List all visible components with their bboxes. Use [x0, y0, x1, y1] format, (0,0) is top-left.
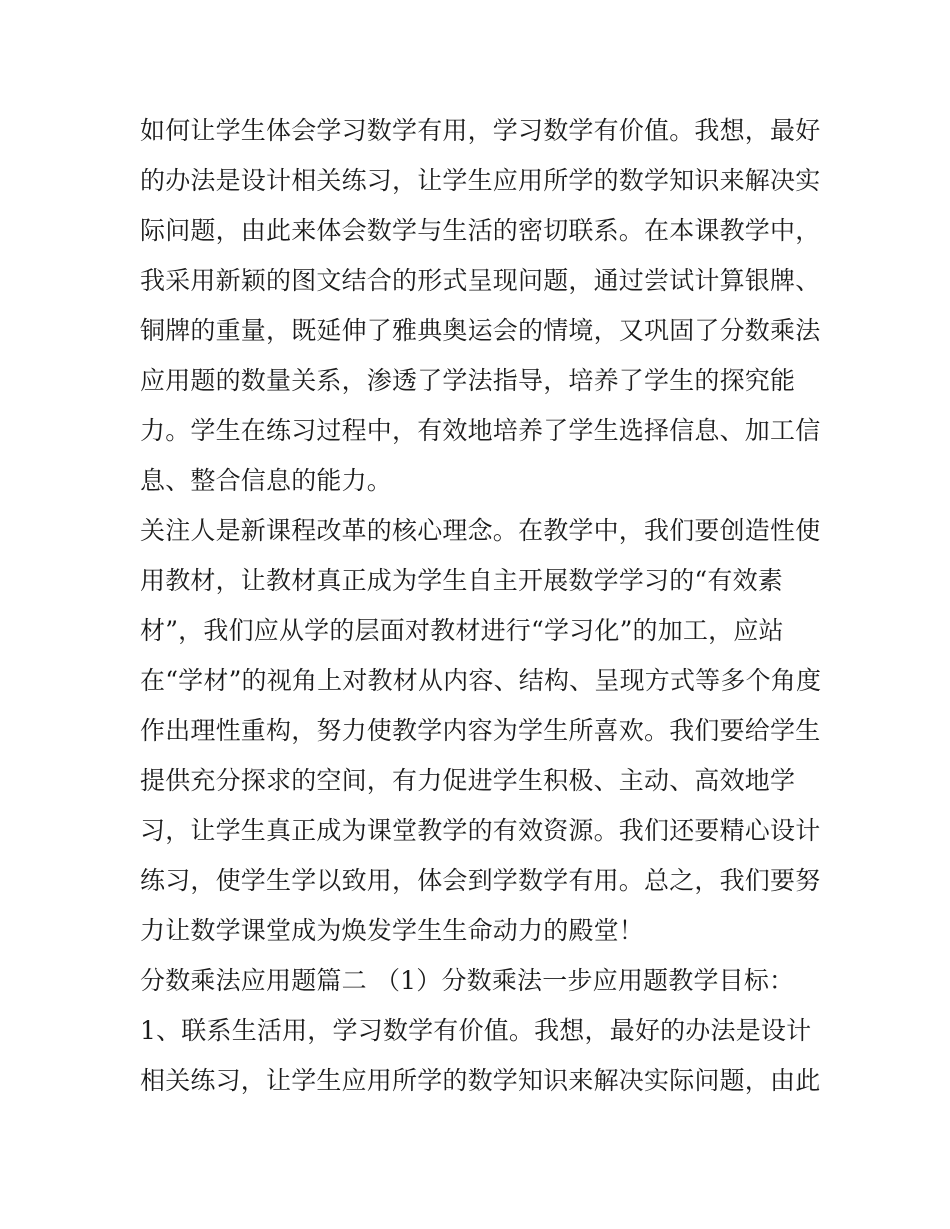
text-line: 铜牌的重量，既延伸了雅典奥运会的情境，又巩固了分数乘法: [140, 316, 821, 345]
text-line: 的办法是设计相关练习，让学生应用所学的数学知识来解决实: [140, 166, 821, 195]
text-line: 1、联系生活用，学习数学有价值。我想，最好的办法是设计: [140, 1016, 812, 1045]
text-line: 关注人是新课程改革的核心理念。在教学中，我们要创造性使: [140, 516, 821, 545]
text-line: 用教材，让教材真正成为学生自主开展数学学习的“有效素: [140, 566, 783, 595]
text-line: 相关练习，让学生应用所学的数学知识来解决实际问题，由此: [140, 1066, 821, 1095]
section-heading: 分数乘法应用题篇二 （1）分数乘法一步应用题教学目标：: [140, 966, 795, 995]
text-line: 我采用新颖的图文结合的形式呈现问题，通过尝试计算银牌、: [140, 266, 821, 295]
text-line: 际问题，由此来体会数学与生活的密切联系。在本课教学中，: [140, 216, 821, 245]
text-line: 如何让学生体会学习数学有用，学习数学有价值。我想，最好: [140, 116, 821, 145]
text-line: 在“学材”的视角上对教材从内容、结构、呈现方式等多个角度: [140, 666, 822, 695]
document-body: [140, 106, 820, 1106]
text-line: 材”，我们应从学的层面对教材进行“学习化”的加工，应站: [140, 616, 784, 645]
text-line: 习，让学生真正成为课堂教学的有效资源。我们还要精心设计: [140, 816, 821, 845]
text-line: 练习，使学生学以致用，体会到学数学有用。总之，我们要努: [140, 866, 821, 895]
text-line: 力。学生在练习过程中，有效地培养了学生选择信息、加工信: [140, 416, 821, 445]
text-line: 作出理性重构，努力使教学内容为学生所喜欢。我们要给学生: [140, 716, 821, 745]
text-line: 息、整合信息的能力。: [140, 466, 393, 495]
text-line: 提供充分探求的空间，有力促进学生积极、主动、高效地学: [140, 766, 796, 795]
text-line: 力让数学课堂成为焕发学生生命动力的殿堂！: [140, 916, 645, 945]
text-line: 应用题的数量关系，渗透了学法指导，培养了学生的探究能: [140, 366, 796, 395]
